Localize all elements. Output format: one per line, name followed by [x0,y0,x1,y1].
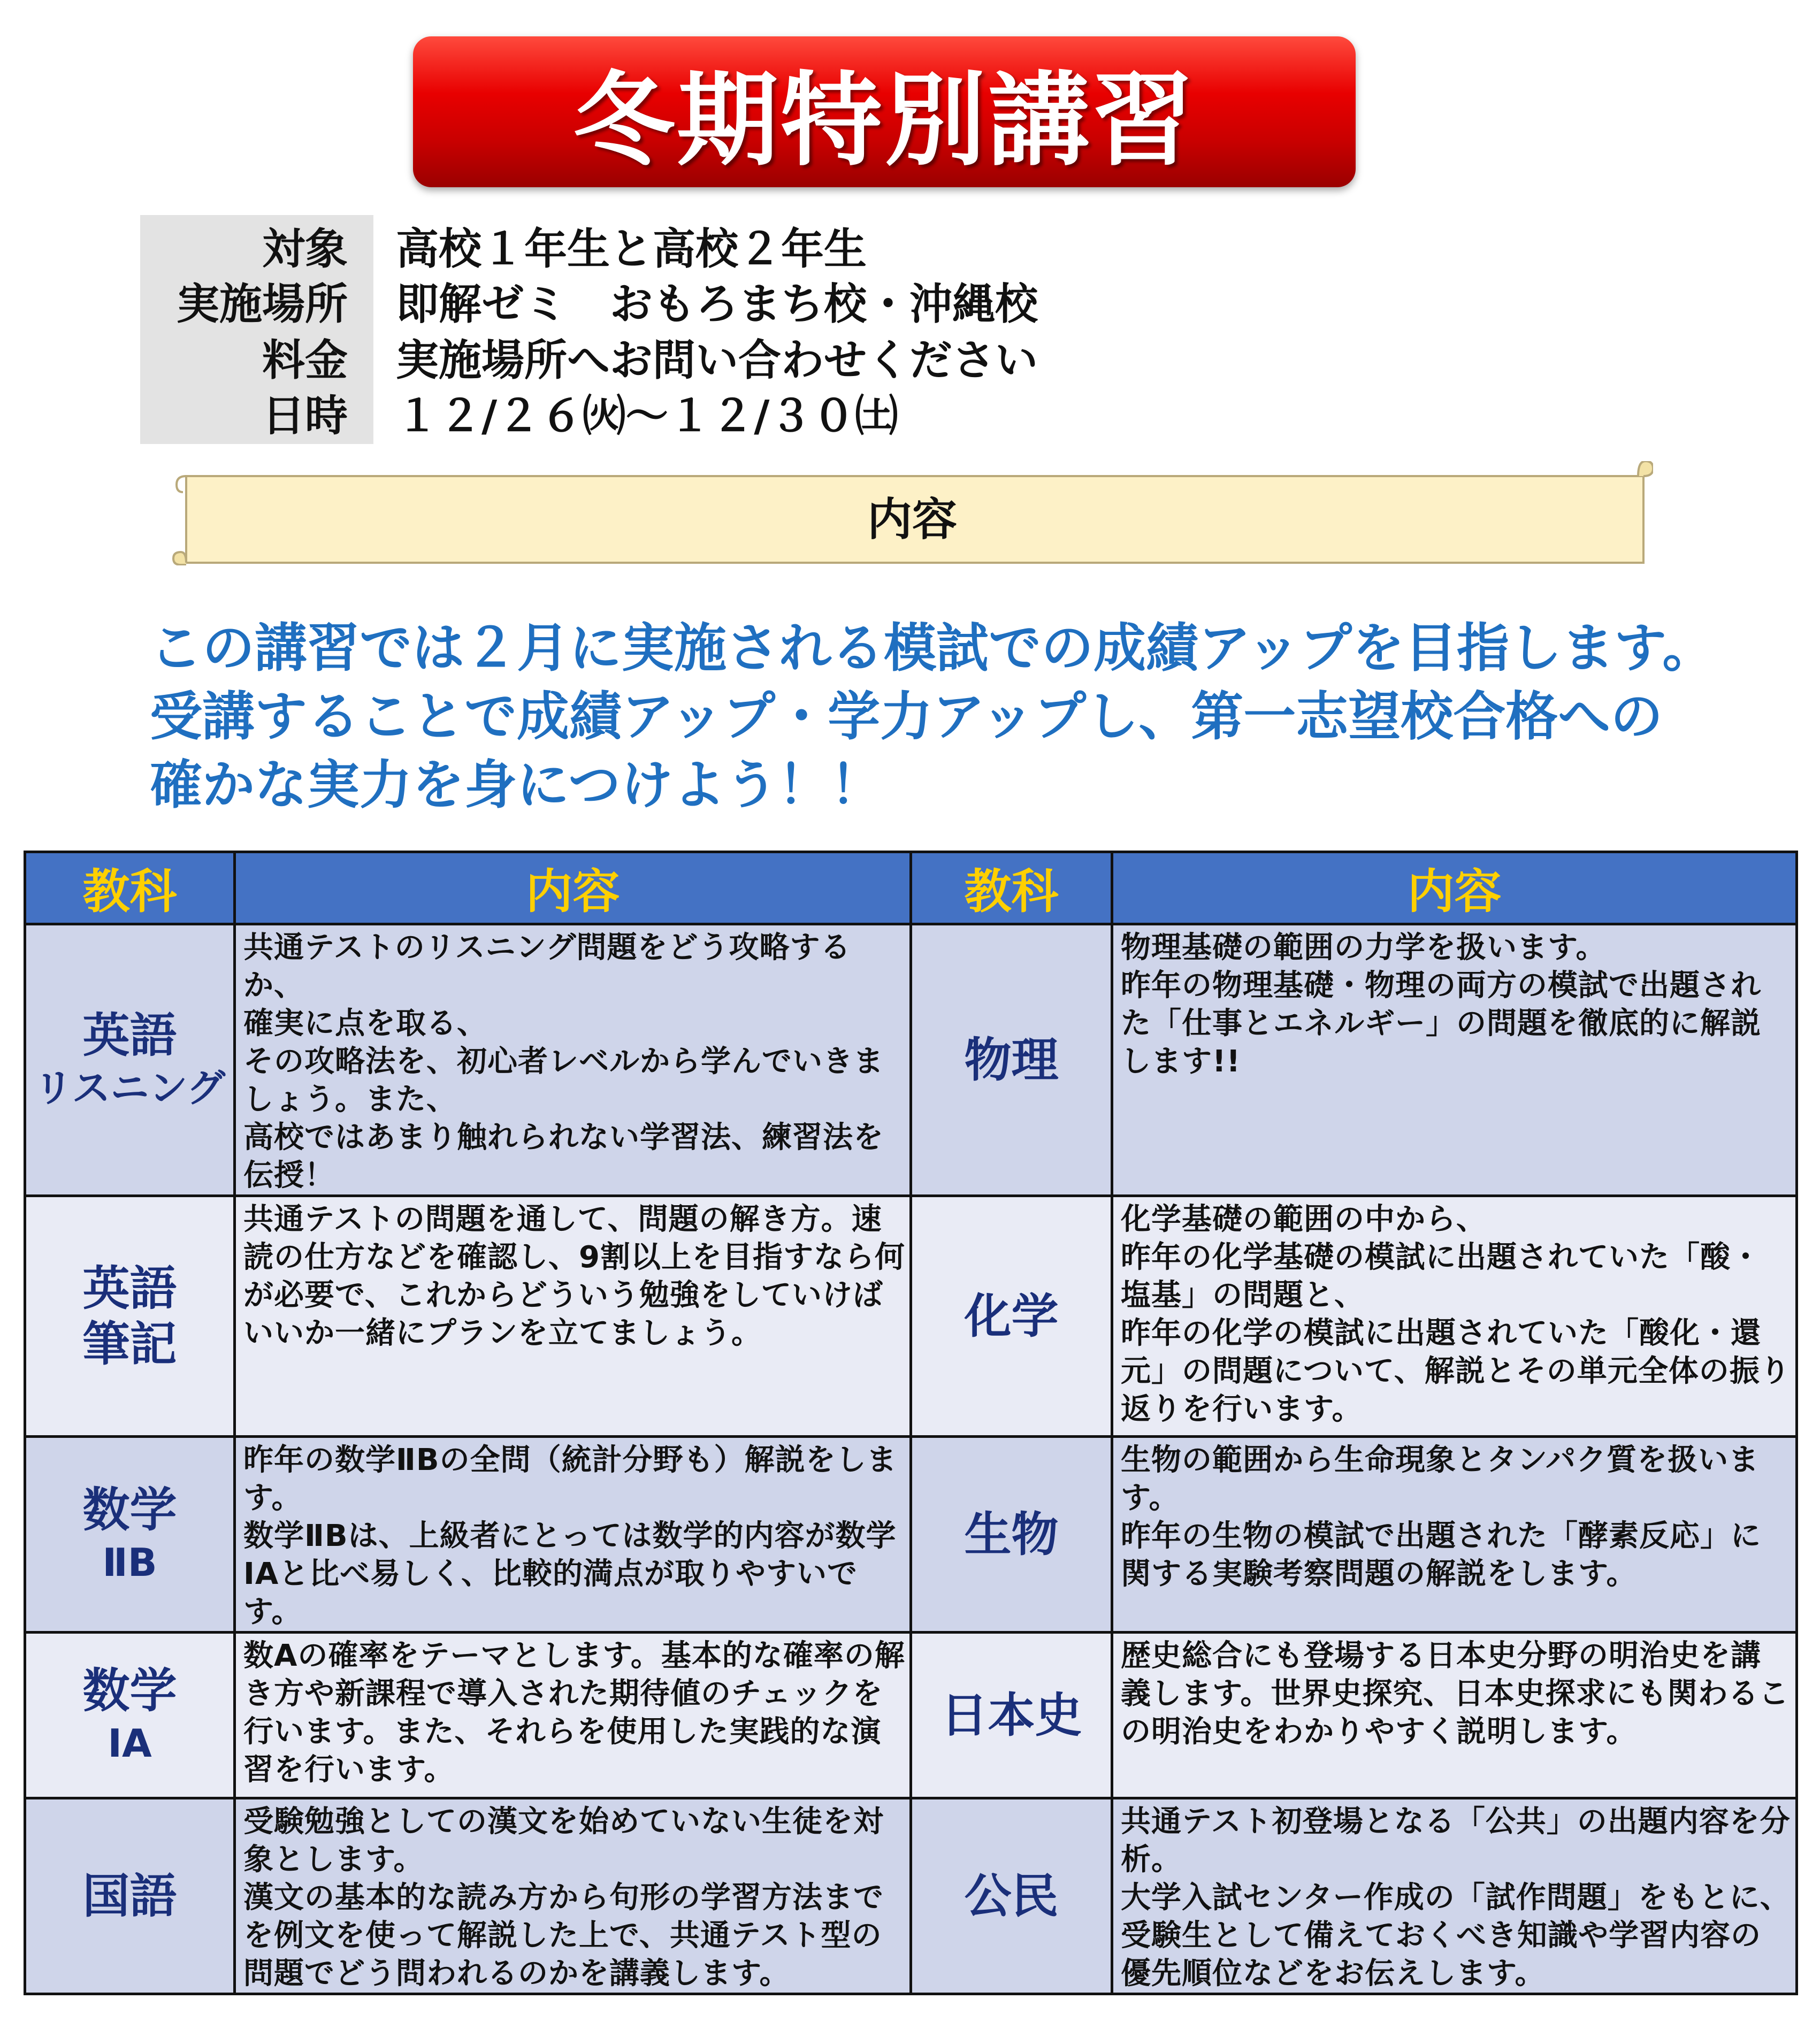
table-row [25,1196,1797,1437]
subject-name: 数学 [82,1663,177,1718]
subject-cell [911,1437,1112,1633]
subject-cell [25,1437,235,1633]
subject-name: 日本史 [940,1687,1082,1743]
header-content: 内容 [1112,852,1797,924]
subject-cell [25,1633,235,1798]
content-cell: 共通テスト初登場となる「公共」の出題内容を分析。 大学入試センター作成の「試作問題」をもとに、受験生として備えておくべき知識や学習内容の優先順位などをお伝えします。 [1112,1798,1797,1994]
title-banner [413,36,1356,187]
table-row [25,1437,1797,1633]
info-value: 実施場所へお問い合わせください [396,335,1038,385]
subject-name: 英語 [82,1260,177,1316]
subject-cell [911,924,1112,1196]
content-cell: 昨年の数学ⅡBの全問（統計分野も）解説をします。 数学ⅡBは、上級者にとっては数学的内容が数学ⅠAと比べ易しく、比較的満点が取りやすいです。 [235,1437,911,1633]
table-row [25,1798,1797,1994]
info-value: 高校１年生と高校２年生 [396,224,867,274]
subject-cell [25,1196,235,1437]
subject-cell [911,1798,1112,1994]
subject-sub: 筆記 [82,1316,177,1372]
subject-cell [911,1196,1112,1437]
content-heading: 内容 [867,493,957,546]
content-cell: 生物の範囲から生命現象とタンパク質を扱います。 昨年の生物の模試で出題された「酵素反応」に関する実験考察問題の解説をします。 [1112,1437,1797,1633]
content-cell: 受験勉強としての漢文を始めていない生徒を対象とします。 漢文の基本的な読み方から句形の学習方法までを例文を使って解説した上で、共通テスト型の問題でどう問われるのかを講義します。 [235,1798,911,1994]
intro-text [150,614,1728,819]
subject-cell [25,1798,235,1994]
intro-line: 受講することで成績アップ・学力アップし、第一志望校合格への [150,686,1663,747]
header-subject: 教科 [911,852,1112,924]
table-row [25,924,1797,1196]
content-cell: 数Aの確率をテーマとします。基本的な確率の解き方や新課程で導入された期待値のチェックを行います。また、それらを使用した実践的な演習を行います。 [235,1633,911,1798]
info-label: 実施場所 [177,279,348,329]
intro-line: この講習では２月に実施される模試での成績アップを目指します。 [150,617,1715,679]
subject-name: 英語 [82,1007,177,1063]
intro-line: 確かな実力を身につけよう！！ [150,754,883,816]
info-label: 料金 [262,335,348,385]
subject-sub: リスニング [34,1065,226,1110]
table-header-row [25,852,1797,924]
subject-name: 生物 [964,1506,1059,1562]
info-value: １２/２６㈫～１２/３０㈯ [396,390,898,441]
content-scroll-banner [171,461,1653,565]
subject-name: 国語 [82,1868,177,1924]
page-title: 冬期特別講習 [572,60,1196,180]
content-cell: 化学基礎の範囲の中から、 昨年の化学基礎の模試に出題されていた「酸・塩基」の問題と、 昨年の化学の模試に出題されていた「酸化・還元」の問題について、解説とその単元全体の振り返りを行います。 [1112,1196,1797,1437]
header-subject: 教科 [25,852,235,924]
info-value: 即解ゼミ おもろまち校・沖縄校 [396,279,1038,329]
content-cell: 共通テストのリスニング問題をどう攻略するか、 確実に点を取る、 その攻略法を、初心者レベルから学んでいきましょう。また、 高校ではあまり触れられない学習法、練習法を伝授！ [235,924,911,1196]
content-cell: 共通テストの問題を通して、問題の解き方。速読の仕方などを確認し、9割以上を目指すなら何が必要で、これからどういう勉強をしていけばいいか一緒にプランを立てましょう。 [235,1196,911,1437]
subject-name: 公民 [964,1868,1059,1924]
subject-sub: ⅠA [108,1720,152,1766]
subject-sub: ⅡB [102,1540,157,1585]
subject-name: 数学 [82,1482,177,1537]
info-label: 対象 [262,224,348,274]
info-label: 日時 [262,390,348,441]
content-cell: 物理基礎の範囲の力学を扱います。 昨年の物理基礎・物理の両方の模試で出題された「仕事とエネルギー」の問題を徹底的に解説します!! [1112,924,1797,1196]
table-row [25,1633,1797,1798]
subject-cell [25,924,235,1196]
subject-name: 物理 [964,1032,1059,1087]
content-cell: 歴史総合にも登場する日本史分野の明治史を講義します。世界史探究、日本史探求にも関わるこの明治史をわかりやすく説明します。 [1112,1633,1797,1798]
subject-name: 化学 [964,1288,1059,1344]
course-table [24,851,1798,1995]
subject-cell [911,1633,1112,1798]
header-content: 内容 [235,852,911,924]
